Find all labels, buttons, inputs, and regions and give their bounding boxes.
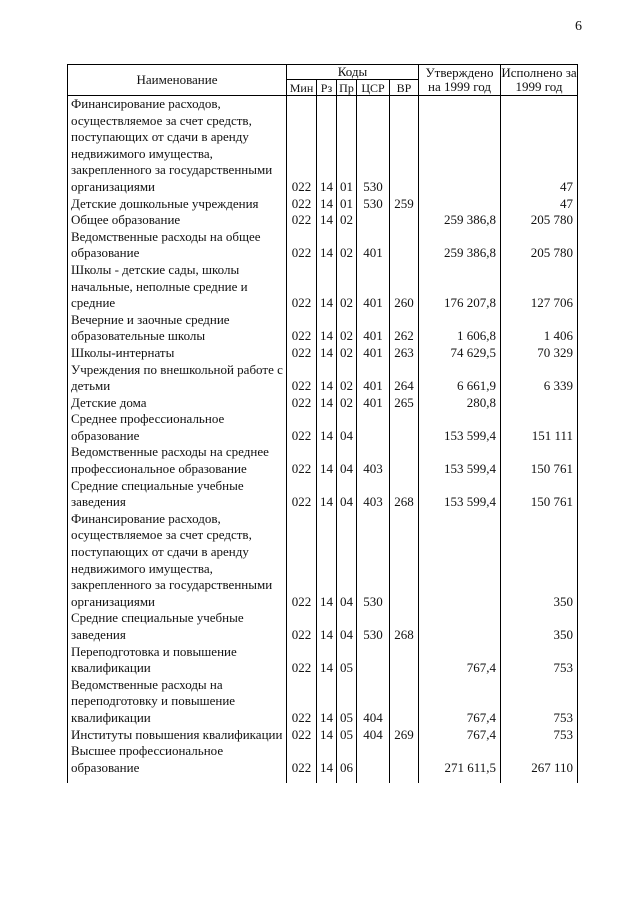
row-name: Средние специальные учебные заведения <box>68 610 287 643</box>
row-executed <box>501 395 578 412</box>
row-approved: 767,4 <box>419 677 501 727</box>
row-approved: 259 386,8 <box>419 229 501 262</box>
row-approved: 767,4 <box>419 644 501 677</box>
row-code-vr: 269 <box>390 727 419 744</box>
row-executed: 267 110 <box>501 743 578 783</box>
row-code-pr: 04 <box>337 411 357 444</box>
row-executed: 753 <box>501 644 578 677</box>
row-executed: 205 780 <box>501 229 578 262</box>
row-executed: 127 706 <box>501 262 578 312</box>
row-name: Среднее профессиональное образование <box>68 411 287 444</box>
table-row <box>68 743 578 783</box>
header-codes: Коды <box>287 65 419 80</box>
row-code-min: 022 <box>287 345 317 362</box>
row-code-csr: 401 <box>357 229 390 262</box>
table-row <box>68 96 578 196</box>
row-code-pr: 02 <box>337 262 357 312</box>
header-code-pr: Пр <box>337 80 357 96</box>
row-approved: 271 611,5 <box>419 743 501 783</box>
row-executed: 47 <box>501 96 578 196</box>
row-code-rz: 14 <box>317 312 337 345</box>
row-code-pr: 05 <box>337 727 357 744</box>
row-code-csr <box>357 644 390 677</box>
row-code-min: 022 <box>287 677 317 727</box>
row-code-vr: 263 <box>390 345 419 362</box>
row-code-vr <box>390 212 419 229</box>
row-code-csr: 403 <box>357 478 390 511</box>
table-row <box>68 395 578 412</box>
row-code-rz: 14 <box>317 511 337 611</box>
row-code-min: 022 <box>287 395 317 412</box>
row-approved <box>419 610 501 643</box>
row-code-pr: 02 <box>337 212 357 229</box>
row-name: Переподготовка и повышение квалификации <box>68 644 287 677</box>
table-row <box>68 262 578 312</box>
row-name: Финансирование расходов, осуществляемое за счет средств, поступающих от сдачи в аренду недвижимого имущества, закрепленного за государственными организациями <box>68 96 287 196</box>
table-row <box>68 312 578 345</box>
row-code-pr: 04 <box>337 511 357 611</box>
row-approved: 153 599,4 <box>419 478 501 511</box>
header-code-csr: ЦСР <box>357 80 390 96</box>
row-approved: 74 629,5 <box>419 345 501 362</box>
row-code-rz: 14 <box>317 345 337 362</box>
row-name: Средние специальные учебные заведения <box>68 478 287 511</box>
table-row <box>68 212 578 229</box>
row-approved: 6 661,9 <box>419 362 501 395</box>
row-executed: 1 406 <box>501 312 578 345</box>
row-code-pr: 01 <box>337 196 357 213</box>
row-name: Финансирование расходов, осуществляемое за счет средств, поступающих от сдачи в аренду недвижимого имущества, закрепленного за государственными организациями <box>68 511 287 611</box>
row-code-min: 022 <box>287 444 317 477</box>
row-code-rz: 14 <box>317 677 337 727</box>
row-code-rz: 14 <box>317 362 337 395</box>
row-code-pr: 06 <box>337 743 357 783</box>
table-row <box>68 444 578 477</box>
table-row <box>68 644 578 677</box>
row-code-vr <box>390 229 419 262</box>
page-number: 6 <box>575 19 582 34</box>
table-row <box>68 196 578 213</box>
row-executed: 753 <box>501 727 578 744</box>
row-executed: 350 <box>501 610 578 643</box>
row-code-vr <box>390 644 419 677</box>
row-code-vr: 264 <box>390 362 419 395</box>
header-executed: Исполнено за 1999 год <box>501 65 577 94</box>
row-code-vr <box>390 444 419 477</box>
row-code-min: 022 <box>287 212 317 229</box>
row-code-rz: 14 <box>317 644 337 677</box>
row-executed: 753 <box>501 677 578 727</box>
row-code-vr: 260 <box>390 262 419 312</box>
row-code-csr <box>357 411 390 444</box>
row-approved: 153 599,4 <box>419 444 501 477</box>
row-code-csr: 401 <box>357 395 390 412</box>
row-code-min: 022 <box>287 727 317 744</box>
row-code-pr: 04 <box>337 610 357 643</box>
row-approved: 1 606,8 <box>419 312 501 345</box>
row-approved <box>419 196 501 213</box>
table-row <box>68 229 578 262</box>
row-code-pr: 02 <box>337 229 357 262</box>
row-code-rz: 14 <box>317 262 337 312</box>
row-code-rz: 14 <box>317 478 337 511</box>
row-executed: 150 761 <box>501 444 578 477</box>
row-code-min: 022 <box>287 511 317 611</box>
table-row <box>68 345 578 362</box>
row-code-min: 022 <box>287 96 317 196</box>
header-code-min: Мин <box>287 80 317 96</box>
row-code-rz: 14 <box>317 96 337 196</box>
row-code-rz: 14 <box>317 395 337 412</box>
row-code-csr: 401 <box>357 262 390 312</box>
row-executed: 151 111 <box>501 411 578 444</box>
header-code-rz: Рз <box>317 80 337 96</box>
row-code-vr <box>390 511 419 611</box>
row-code-csr: 401 <box>357 345 390 362</box>
row-code-min: 022 <box>287 229 317 262</box>
row-code-vr: 265 <box>390 395 419 412</box>
table-row <box>68 610 578 643</box>
row-code-pr: 05 <box>337 677 357 727</box>
table-body <box>68 96 578 784</box>
row-code-vr: 259 <box>390 196 419 213</box>
row-approved: 280,8 <box>419 395 501 412</box>
header-name: Наименование <box>68 65 287 96</box>
row-code-min: 022 <box>287 478 317 511</box>
row-executed: 205 780 <box>501 212 578 229</box>
row-approved <box>419 96 501 196</box>
table-row <box>68 677 578 727</box>
row-name: Детские дома <box>68 395 287 412</box>
row-code-csr <box>357 743 390 783</box>
row-code-csr: 403 <box>357 444 390 477</box>
row-code-vr <box>390 677 419 727</box>
row-code-rz: 14 <box>317 411 337 444</box>
row-name: Ведомственные расходы на среднее профессиональное образование <box>68 444 287 477</box>
row-executed: 150 761 <box>501 478 578 511</box>
row-code-csr: 401 <box>357 312 390 345</box>
row-code-vr: 268 <box>390 610 419 643</box>
row-code-vr <box>390 96 419 196</box>
row-code-rz: 14 <box>317 196 337 213</box>
row-code-csr: 530 <box>357 511 390 611</box>
row-code-vr <box>390 743 419 783</box>
row-code-csr: 404 <box>357 677 390 727</box>
row-name: Ведомственные расходы на переподготовку и повышение квалификации <box>68 677 287 727</box>
row-executed: 47 <box>501 196 578 213</box>
table-row <box>68 511 578 611</box>
row-name: Ведомственные расходы на общее образование <box>68 229 287 262</box>
row-code-min: 022 <box>287 411 317 444</box>
row-code-min: 022 <box>287 644 317 677</box>
budget-table <box>67 64 578 783</box>
row-code-pr: 04 <box>337 478 357 511</box>
row-code-pr: 02 <box>337 345 357 362</box>
row-executed: 6 339 <box>501 362 578 395</box>
row-code-min: 022 <box>287 610 317 643</box>
row-code-vr: 262 <box>390 312 419 345</box>
row-code-min: 022 <box>287 262 317 312</box>
row-approved: 259 386,8 <box>419 212 501 229</box>
row-code-rz: 14 <box>317 229 337 262</box>
row-code-pr: 01 <box>337 96 357 196</box>
row-approved <box>419 511 501 611</box>
header-code-vr: ВР <box>390 80 419 96</box>
row-name: Институты повышения квалификации <box>68 727 287 744</box>
table-row <box>68 362 578 395</box>
row-code-csr: 401 <box>357 362 390 395</box>
row-code-pr: 04 <box>337 444 357 477</box>
row-code-rz: 14 <box>317 727 337 744</box>
row-code-pr: 02 <box>337 395 357 412</box>
row-code-rz: 14 <box>317 444 337 477</box>
row-approved: 767,4 <box>419 727 501 744</box>
row-code-vr: 268 <box>390 478 419 511</box>
row-code-rz: 14 <box>317 743 337 783</box>
row-name: Вечерние и заочные средние образовательные школы <box>68 312 287 345</box>
table-row <box>68 411 578 444</box>
row-name: Учреждения по внешкольной работе с детьми <box>68 362 287 395</box>
row-code-pr: 02 <box>337 312 357 345</box>
table-row <box>68 727 578 744</box>
row-code-pr: 02 <box>337 362 357 395</box>
row-code-min: 022 <box>287 743 317 783</box>
row-code-rz: 14 <box>317 610 337 643</box>
row-code-min: 022 <box>287 362 317 395</box>
row-code-csr <box>357 212 390 229</box>
table-row <box>68 478 578 511</box>
row-code-pr: 05 <box>337 644 357 677</box>
row-executed: 350 <box>501 511 578 611</box>
row-code-rz: 14 <box>317 212 337 229</box>
row-code-csr: 530 <box>357 610 390 643</box>
row-name: Школы-интернаты <box>68 345 287 362</box>
row-name: Высшее профессиональное образование <box>68 743 287 783</box>
row-approved: 176 207,8 <box>419 262 501 312</box>
row-code-csr: 404 <box>357 727 390 744</box>
row-name: Общее образование <box>68 212 287 229</box>
row-code-vr <box>390 411 419 444</box>
row-code-min: 022 <box>287 312 317 345</box>
row-code-min: 022 <box>287 196 317 213</box>
row-executed: 70 329 <box>501 345 578 362</box>
row-name: Детские дошкольные учреждения <box>68 196 287 213</box>
row-code-csr: 530 <box>357 96 390 196</box>
row-approved: 153 599,4 <box>419 411 501 444</box>
header-approved: Утверждено на 1999 год <box>419 65 501 96</box>
row-name: Школы - детские сады, школы начальные, неполные средние и средние <box>68 262 287 312</box>
row-code-csr: 530 <box>357 196 390 213</box>
